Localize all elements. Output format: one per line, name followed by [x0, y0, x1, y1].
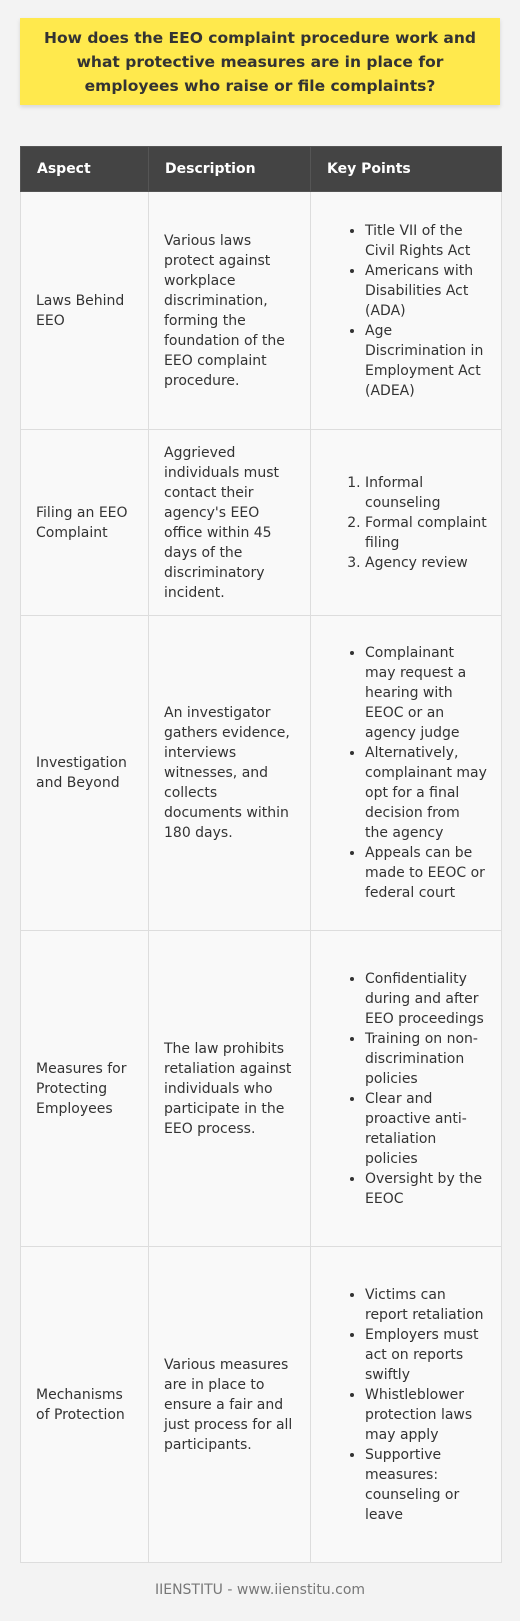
key-points-list	[326, 643, 487, 903]
aspect-cell: Filing an EEO Complaint	[21, 430, 149, 616]
table-row	[21, 616, 502, 931]
aspect-cell: Investigation and Beyond	[21, 616, 149, 931]
key-points-list	[326, 969, 487, 1209]
key-points-list	[326, 221, 487, 401]
list-item: • Title VII of the Civil Rights Act	[365, 221, 487, 261]
aspect-cell: Measures for Protecting Employees	[21, 931, 149, 1247]
key-points-cell	[311, 931, 502, 1247]
table-row	[21, 1247, 502, 1563]
description-cell: Aggrieved individuals must contact their agency's EEO office within 45 days of the discriminatory incident.	[149, 430, 311, 616]
key-points-list	[326, 473, 487, 573]
footer-text: IIENSTITU - www.iienstitu.com	[154, 1582, 366, 1598]
header-aspect: Aspect	[21, 147, 149, 192]
description-cell: The law prohibits retaliation against individuals who participate in the EEO process.	[149, 931, 311, 1247]
list-item: • Complainant may request a hearing with EEOC or an agency judge	[365, 643, 487, 743]
key-points-cell	[311, 616, 502, 931]
key-points-cell	[311, 192, 502, 430]
list-item: • Oversight by the EEOC	[365, 1169, 487, 1209]
header-description: Description	[149, 147, 311, 192]
key-points-cell	[311, 1247, 502, 1563]
key-points-cell	[311, 430, 502, 616]
list-item: • Confidentiality during and after EEO proceedings	[365, 969, 487, 1029]
aspect-cell: Mechanisms of Protection	[21, 1247, 149, 1563]
list-item: • Americans with Disabilities Act (ADA)	[365, 261, 487, 321]
list-item: • Alternatively, complainant may opt for a final decision from the agency	[365, 743, 487, 843]
table-row	[21, 931, 502, 1247]
description-cell: Various measures are in place to ensure a fair and just process for all participants.	[149, 1247, 311, 1563]
list-item: • Appeals can be made to EEOC or federal court	[365, 843, 487, 903]
list-item: • Age Discrimination in Employment Act (ADEA)	[365, 321, 487, 401]
table-row	[21, 430, 502, 616]
list-item: 3. Agency review	[365, 553, 487, 573]
question-box	[20, 18, 500, 105]
list-item: • Whistleblower protection laws may apply	[365, 1385, 487, 1445]
table-row	[21, 192, 502, 430]
list-item: • Training on non-discrimination policies	[365, 1029, 487, 1089]
aspect-cell: Laws Behind EEO	[21, 192, 149, 430]
key-points-list	[326, 1285, 487, 1525]
list-item: • Employers must act on reports swiftly	[365, 1325, 487, 1385]
description-cell: An investigator gathers evidence, interviews witnesses, and collects documents within 180 days.	[149, 616, 311, 931]
list-item: • Clear and proactive anti-retaliation policies	[365, 1089, 487, 1169]
list-item: 1. Informal counseling	[365, 473, 487, 513]
info-table	[20, 146, 502, 1563]
table-header-row	[21, 147, 502, 192]
list-item: 2. Formal complaint filing	[365, 513, 487, 553]
description-cell: Various laws protect against workplace discrimination, forming the foundation of the EEO complaint procedure.	[149, 192, 311, 430]
list-item: • Supportive measures: counseling or leave	[365, 1445, 487, 1525]
header-key-points: Key Points	[311, 147, 502, 192]
question-text: How does the EEO complaint procedure work and what protective measures are in place for employees who raise or file complaints?	[43, 28, 476, 95]
list-item: • Victims can report retaliation	[365, 1285, 487, 1325]
